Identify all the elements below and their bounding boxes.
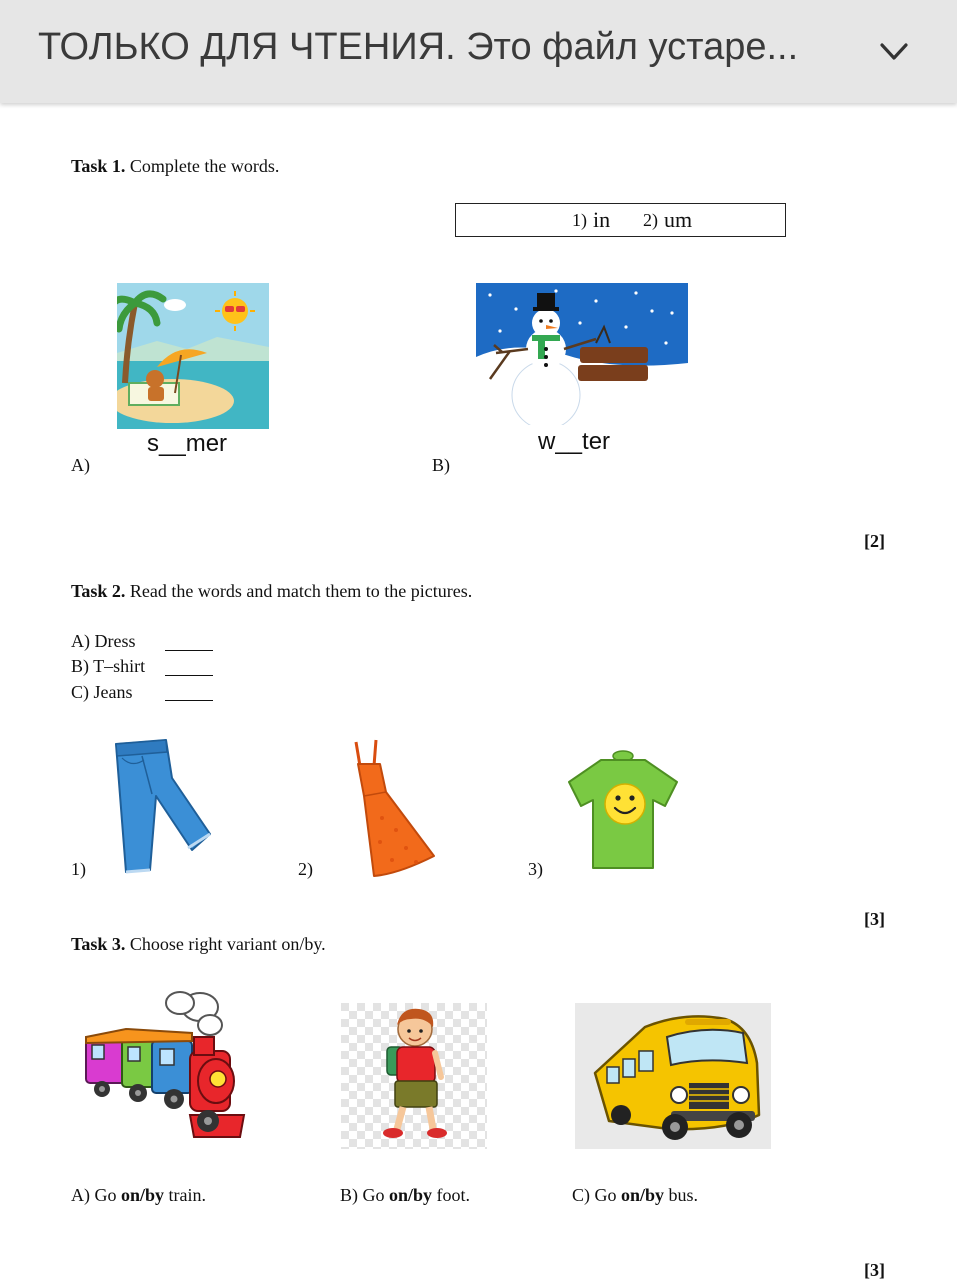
foot-choice[interactable]: on/by: [389, 1185, 433, 1205]
task2-heading: [71, 581, 472, 602]
task3-label: Task 3.: [71, 934, 126, 954]
train-choice[interactable]: on/by: [121, 1185, 165, 1205]
task2-word-tshirt: B) T–shirt: [71, 656, 146, 676]
tshirt-picture: [565, 748, 681, 874]
task1-letter-a: A): [71, 455, 90, 475]
option2-number: 2): [643, 210, 658, 230]
task2-instruction: Read the words and match them to the pictures.: [129, 581, 473, 601]
task1-instruction: Complete the words.: [129, 156, 280, 176]
task1-options-box: [455, 203, 786, 237]
option1-number: 1): [572, 210, 587, 230]
task3-instruction: Choose right variant on/by.: [129, 934, 326, 954]
task1-heading: [71, 156, 279, 177]
task3-item-bus: C) Go on/by bus.: [572, 1185, 699, 1205]
answer-blank-jeans[interactable]: [165, 700, 213, 701]
answer-blank-tshirt[interactable]: [165, 675, 213, 676]
jeans-picture: [100, 738, 218, 874]
task1-word-b: w__ter: [538, 428, 611, 455]
task2-number-2: 2): [298, 859, 313, 879]
task1-score: [2]: [864, 531, 885, 551]
task2-score: [3]: [864, 909, 885, 929]
option2-text: um: [664, 207, 693, 232]
task2-number-1: 1): [71, 859, 86, 879]
read-only-banner: [0, 0, 957, 103]
summer-beach-picture: [117, 283, 269, 429]
boy-walking-picture: [341, 1003, 487, 1149]
task2-label: Task 2.: [71, 581, 126, 601]
task2-word-dress: A) Dress: [71, 631, 136, 651]
train-picture: [82, 985, 246, 1147]
task1-letter-b: B): [432, 455, 450, 475]
task3-score: [3]: [864, 1260, 885, 1280]
dress-picture: [334, 738, 444, 878]
task3-heading: [71, 934, 326, 955]
answer-blank-dress[interactable]: [165, 650, 213, 651]
task1-word-a: s__mer: [147, 430, 228, 457]
option1-text: in: [593, 207, 611, 232]
task2-number-3: 3): [528, 859, 543, 879]
bus-choice[interactable]: on/by: [621, 1185, 665, 1205]
winter-snowman-picture: [476, 283, 688, 425]
banner-title: ТОЛЬКО ДЛЯ ЧТЕНИЯ. Это файл устаре...: [38, 26, 799, 68]
task3-item-train: A) Go on/by train.: [71, 1185, 207, 1205]
task3-item-foot: B) Go on/by foot.: [340, 1185, 471, 1205]
chevron-down-icon[interactable]: [874, 34, 914, 70]
task1-label: Task 1.: [71, 156, 126, 176]
school-bus-picture: [575, 1003, 771, 1149]
task2-word-jeans: C) Jeans: [71, 682, 133, 702]
